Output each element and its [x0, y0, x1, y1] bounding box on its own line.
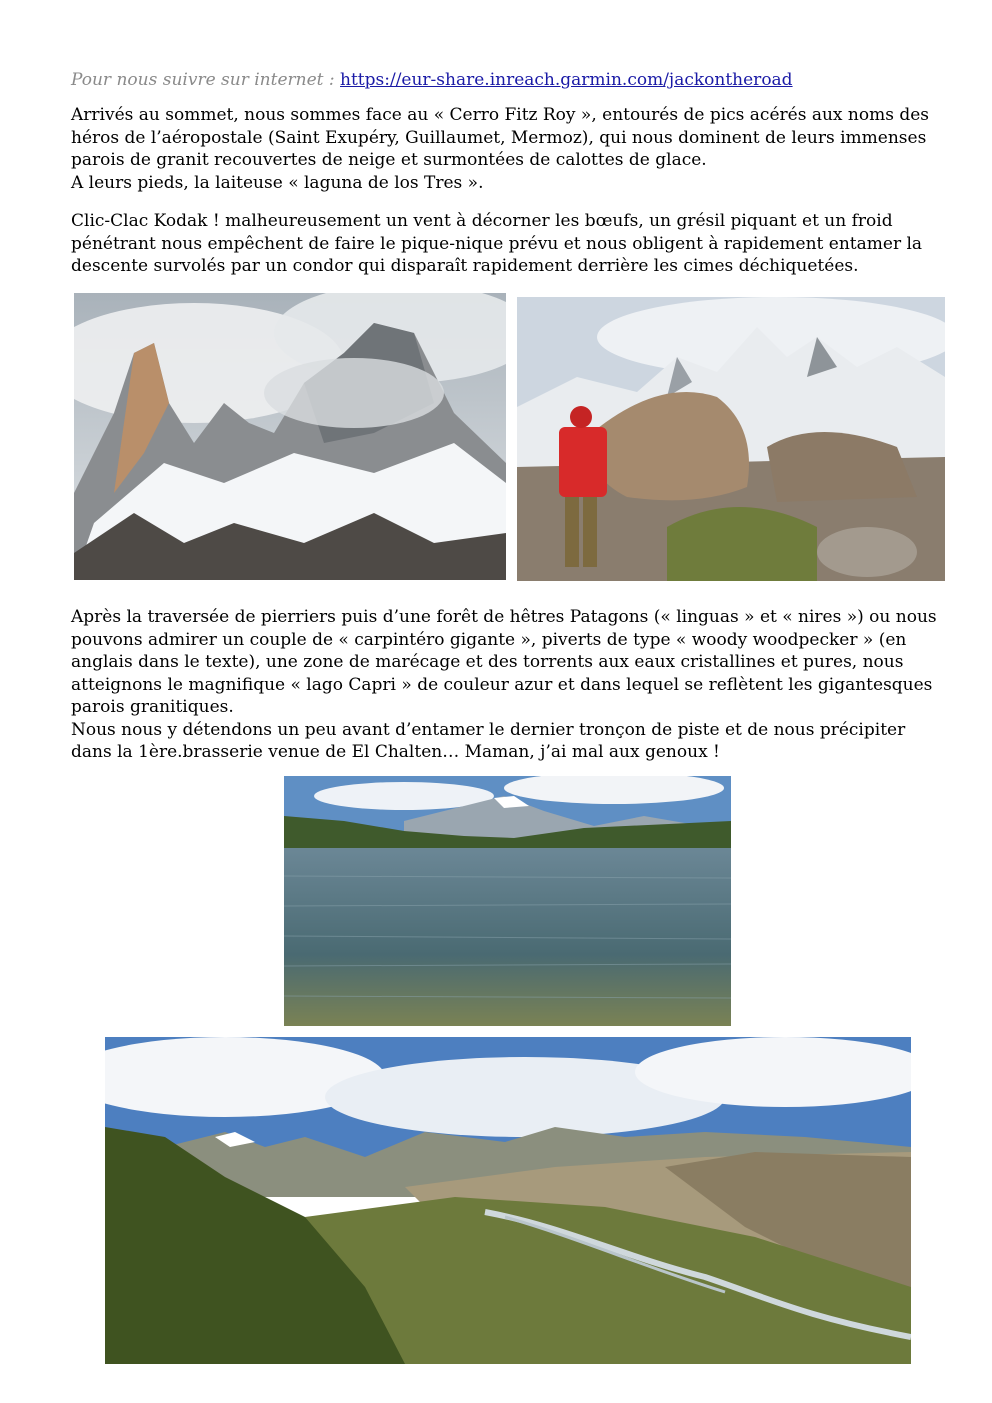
- follow-intro: Pour nous suivre sur internet :: [71, 70, 335, 90]
- paragraph-descent: [71, 210, 951, 278]
- descent-text: Clic-Clac Kodak ! malheureusement un vent à décorner les bœufs, un grésil piquant et un froid pénétrant nous empêchent de faire le pique-nique prévu et nous obligent à rapidement entamer la descente survolés par un condor qui disparaît rapidement derrière les cimes déchiquetées.: [71, 211, 923, 276]
- photo-hiker-laguna: [517, 297, 945, 581]
- paragraph-summit: [71, 104, 951, 194]
- summit-text-line2: A leurs pieds, la laiteuse « laguna de los Tres ».: [71, 172, 484, 193]
- summit-text: Arrivés au sommet, nous sommes face au « Cerro Fitz Roy », entourés de pics acérés aux noms des héros de l’aéropostale (Saint Exupéry, Guillaumet, Mermoz), qui nous dominent de leurs immenses parois de granit recouvertes de neige et surmontées de calottes de glace.: [71, 105, 929, 170]
- forest-text: Après la traversée de pierriers puis d’une forêt de hêtres Patagons (« linguas » et « nires ») ou nous pouvons admirer un couple de « carpintéro gigante », piverts de type « woody woodpecker » (en anglais dans le texte), une zone de marécage et des torrents aux eaux cristallines et pures, nous atteignons le magnifique « lago Capri » de couleur azur et dans lequel se reflètent les gigantesques parois granitiques.: [71, 607, 937, 717]
- paragraph-forest: [71, 606, 951, 764]
- page-header: [71, 69, 951, 92]
- photo-valley: [105, 1037, 911, 1364]
- photo-lago-capri: [284, 776, 731, 1026]
- forest-text-line2: Nous nous y détendons un peu avant d’entamer le dernier tronçon de piste et de nous précipiter dans la 1ère.brasserie venue de El Chalten… Maman, j’ai mal aux genoux !: [71, 719, 906, 762]
- photo-fitz-roy: [74, 293, 506, 580]
- tracking-link[interactable]: https://eur-share.inreach.garmin.com/jackontheroad: [340, 70, 793, 90]
